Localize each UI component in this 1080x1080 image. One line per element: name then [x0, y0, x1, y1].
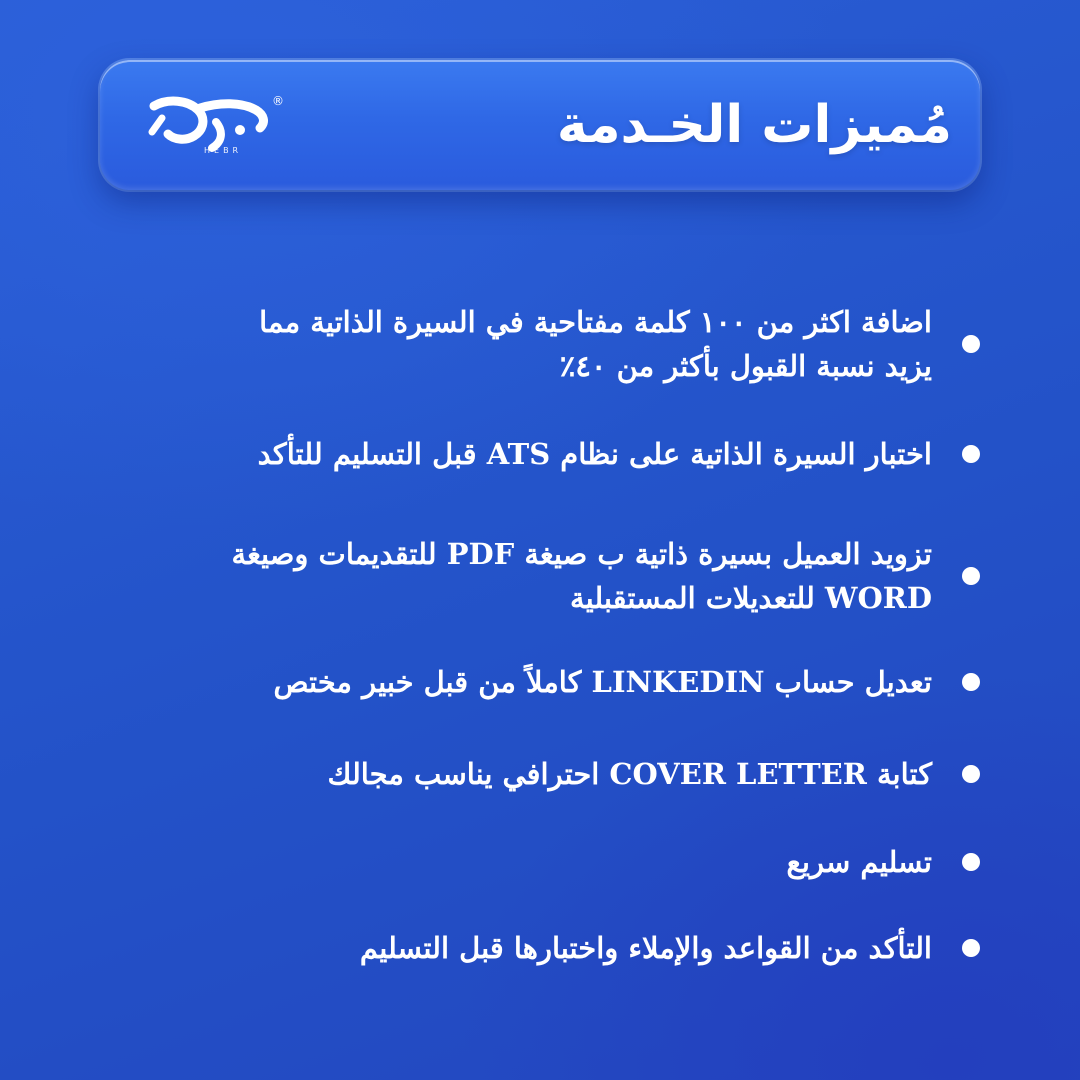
header-card [100, 60, 980, 190]
brand-logo [144, 88, 284, 164]
bullet-icon [962, 939, 980, 957]
bullet-icon [962, 567, 980, 585]
feature-text: تزويد العميل بسيرة ذاتية ب صيغة PDF للتقديمات وصيغة WORD للتعديلات المستقبلية [231, 537, 932, 615]
feature-text: اضافة اكثر من ١٠٠ كلمة مفتاحية في السيرة الذاتية مما يزيد نسبة القبول بأكثر من ٤٠٪ [259, 305, 932, 383]
feature-item [220, 926, 980, 970]
bullet-icon [962, 765, 980, 783]
feature-item [220, 432, 980, 476]
page-title: مُميزات الخـدمة [556, 95, 952, 155]
bullet-icon [962, 335, 980, 353]
feature-item [220, 532, 980, 620]
feature-text: كتابة COVER LETTER احترافي يناسب مجالك [327, 757, 932, 791]
feature-text: تعديل حساب LINKEDIN كاملاً من قبل خبير مختص [273, 665, 932, 699]
bullet-icon [962, 673, 980, 691]
bullet-icon [962, 445, 980, 463]
feature-item [220, 300, 980, 388]
feature-text: اختبار السيرة الذاتية على نظام ATS قبل التسليم للتأكد [257, 437, 932, 471]
bullet-icon [962, 853, 980, 871]
feature-text: التأكد من القواعد والإملاء واختبارها قبل التسليم [359, 931, 932, 965]
feature-item [220, 752, 980, 796]
registered-mark: ® [272, 94, 284, 108]
feature-item [220, 840, 980, 884]
logo-subtitle: HEBR [204, 146, 243, 155]
feature-item [220, 660, 980, 704]
feature-text: تسليم سريع [786, 845, 932, 879]
